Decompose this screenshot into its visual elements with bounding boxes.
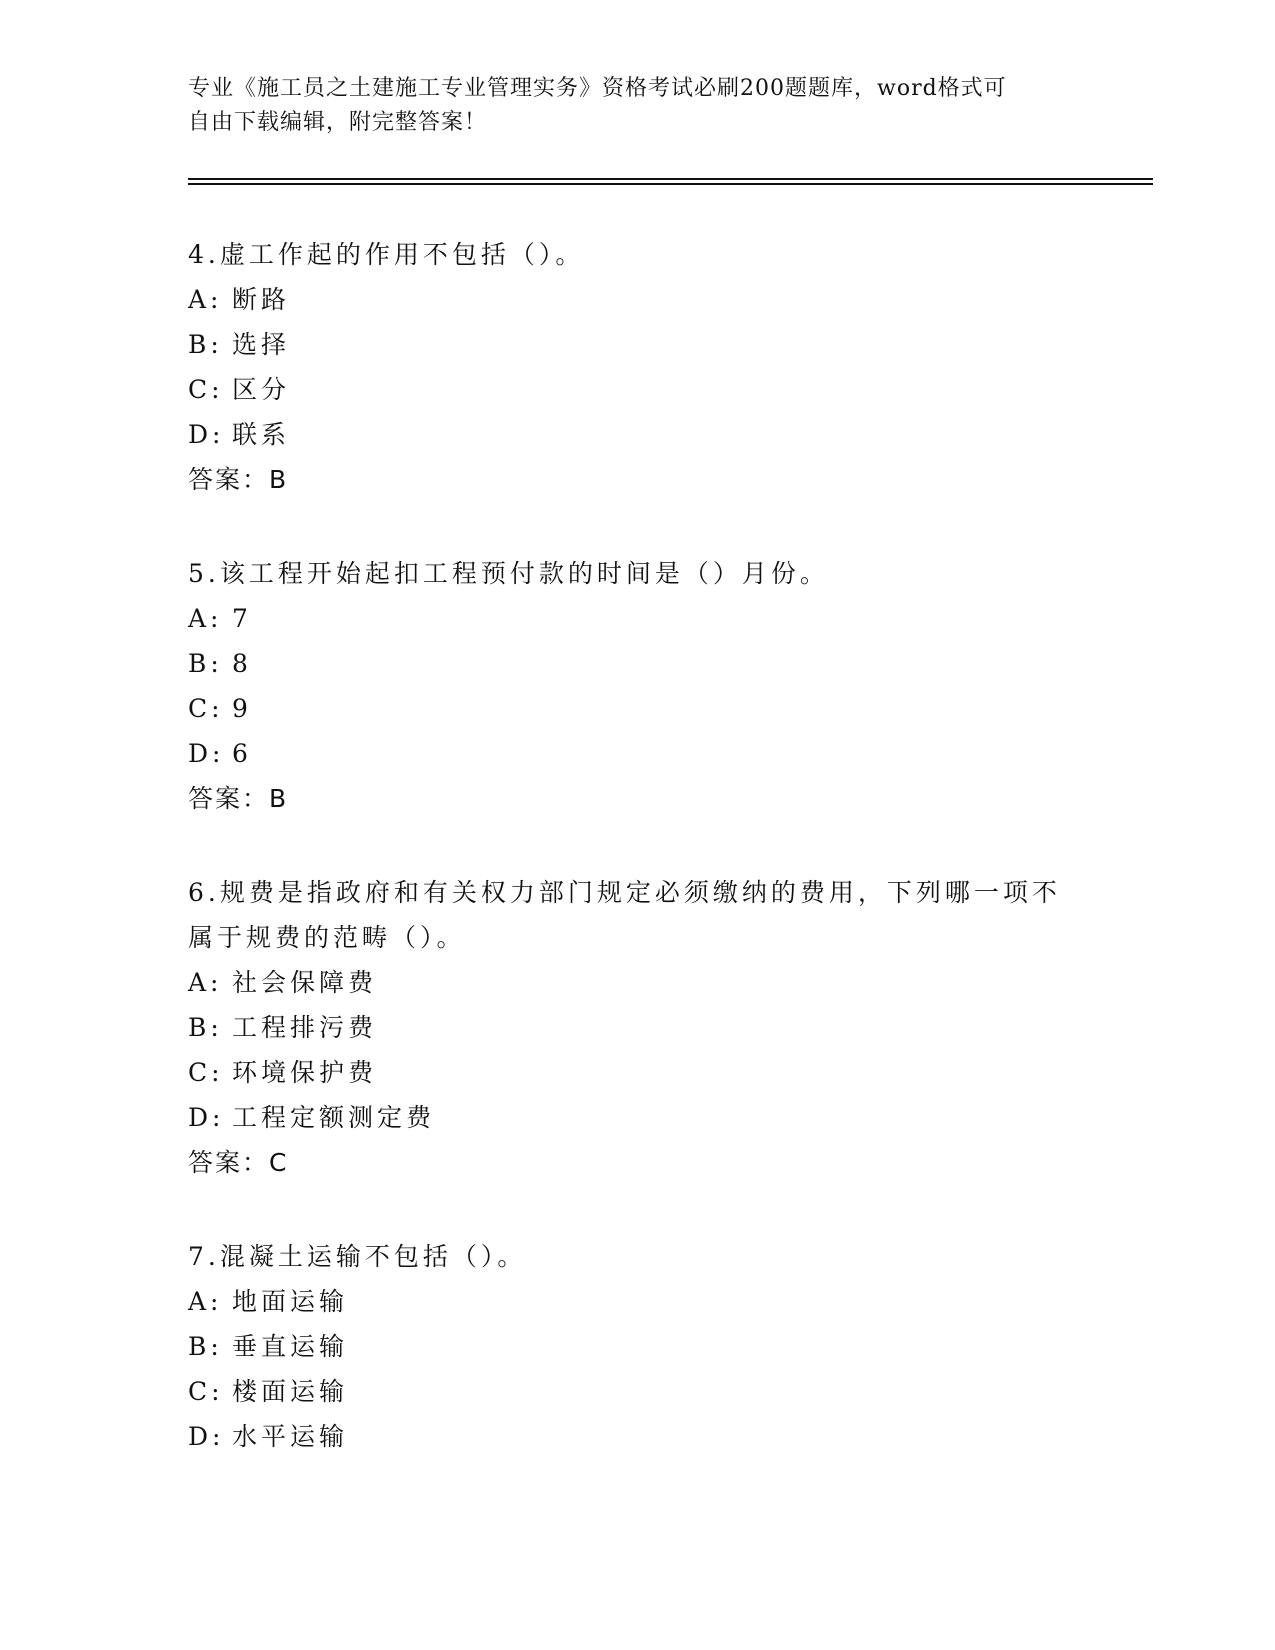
- option-letter: A:: [188, 1287, 223, 1316]
- option-a: [188, 960, 1088, 1005]
- option-a: [188, 277, 1088, 322]
- option-letter: C:: [188, 375, 224, 404]
- option-d: [188, 731, 1088, 776]
- option-letter: D:: [188, 420, 225, 449]
- option-letter: C:: [188, 1058, 224, 1087]
- option-b: [188, 322, 1088, 367]
- option-text: 联系: [232, 420, 291, 449]
- question-5: [188, 551, 1088, 821]
- option-text: 8: [232, 649, 252, 678]
- option-text: 选择: [232, 330, 291, 359]
- option-letter: A:: [188, 285, 223, 314]
- question-stem: 4.虚工作起的作用不包括（）。: [188, 240, 585, 269]
- header-divider-top: [188, 178, 1153, 180]
- option-text: 断路: [232, 285, 291, 314]
- header-divider-bottom: [188, 183, 1153, 185]
- option-letter: B:: [188, 330, 223, 359]
- question-6: [188, 870, 1088, 1185]
- option-letter: D:: [188, 1422, 225, 1451]
- option-letter: B:: [188, 1332, 223, 1361]
- option-a: [188, 596, 1088, 641]
- option-text: 水平运输: [232, 1422, 349, 1451]
- option-c: [188, 1369, 1088, 1414]
- question-stem-line-1: 6.规费是指政府和有关权力部门规定必须缴纳的费用，下列哪一项不: [188, 878, 1061, 907]
- question-stem-line-2: 属于规费的范畴（）。: [188, 923, 466, 952]
- option-c: [188, 367, 1088, 412]
- option-c: [188, 1050, 1088, 1095]
- option-text: 6: [232, 739, 252, 768]
- option-letter: C:: [188, 694, 224, 723]
- option-text: 工程排污费: [232, 1013, 378, 1042]
- option-b: [188, 1324, 1088, 1369]
- option-b: [188, 1005, 1088, 1050]
- option-text: 工程定额测定费: [232, 1103, 436, 1132]
- option-letter: B:: [188, 1013, 223, 1042]
- option-letter: C:: [188, 1377, 224, 1406]
- question-7: [188, 1234, 1088, 1459]
- option-text: 区分: [232, 375, 291, 404]
- option-letter: B:: [188, 649, 223, 678]
- option-text: 垂直运输: [232, 1332, 349, 1361]
- option-text: 社会保障费: [232, 968, 378, 997]
- option-text: 7: [232, 604, 252, 633]
- question-stem: 5.该工程开始起扣工程预付款的时间是（）月份。: [188, 559, 829, 588]
- answer-line: 答案：C: [188, 1148, 289, 1177]
- option-letter: A:: [188, 604, 223, 633]
- option-d: [188, 412, 1088, 457]
- option-text: 地面运输: [232, 1287, 349, 1316]
- option-letter: D:: [188, 1103, 225, 1132]
- question-4: [188, 232, 1088, 502]
- header-line-1: 专业《施工员之土建施工专业管理实务》资格考试必刷200题题库，word格式可: [188, 76, 1007, 101]
- option-d: [188, 1414, 1088, 1459]
- option-letter: D:: [188, 739, 225, 768]
- option-text: 环境保护费: [232, 1058, 378, 1087]
- document-header: [188, 72, 1068, 140]
- question-stem: 7.混凝土运输不包括（）。: [188, 1242, 527, 1271]
- option-text: 9: [232, 694, 252, 723]
- option-c: [188, 686, 1088, 731]
- header-line-2: 自由下载编辑，附完整答案！: [188, 110, 488, 135]
- option-letter: A:: [188, 968, 223, 997]
- option-d: [188, 1095, 1088, 1140]
- answer-line: 答案：B: [188, 784, 289, 813]
- answer-line: 答案：B: [188, 465, 289, 494]
- option-a: [188, 1279, 1088, 1324]
- option-b: [188, 641, 1088, 686]
- option-text: 楼面运输: [232, 1377, 349, 1406]
